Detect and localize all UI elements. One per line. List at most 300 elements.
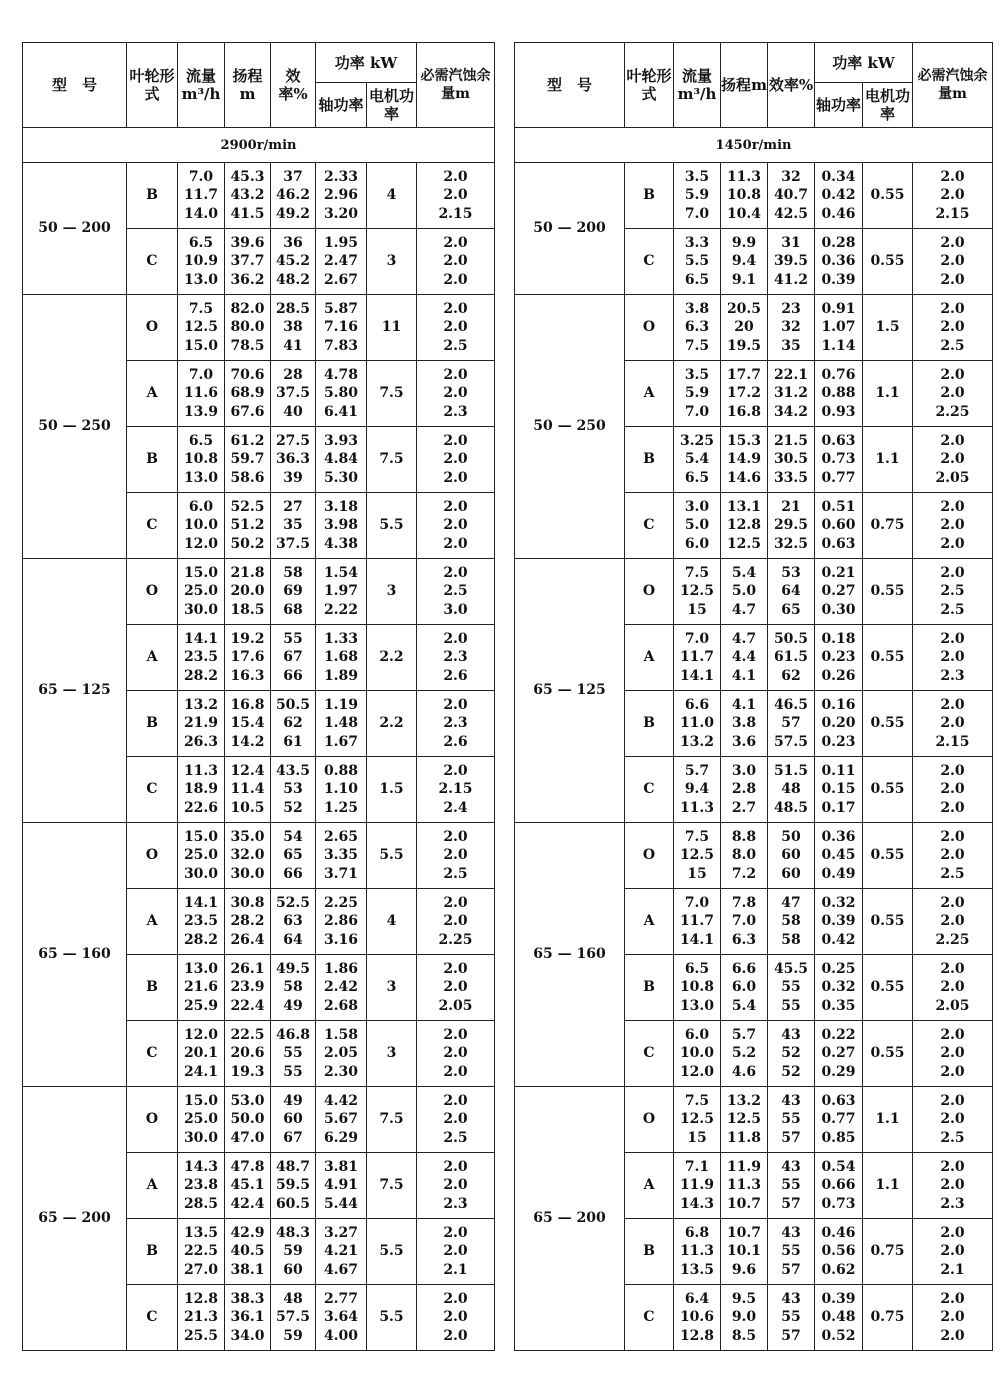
flow-values-line: 7.0: [684, 894, 710, 911]
shaft-power-values: [815, 559, 863, 625]
motor-power-value: 0.75: [863, 493, 913, 559]
flow-values: [178, 757, 225, 823]
npsh-values: [417, 427, 495, 493]
npsh-values-line: 2.25: [438, 931, 473, 948]
efficiency-values-line: 48.2: [275, 271, 311, 288]
head-values: [225, 823, 271, 889]
npsh-header: [913, 43, 993, 128]
shaft-power-values-line: 4.67: [323, 1261, 359, 1278]
flow-values-line: 13.5: [183, 1224, 219, 1241]
head-values-line: 21.8: [230, 564, 265, 581]
efficiency-values: [768, 361, 815, 427]
flow-values-line: 6.4: [684, 1290, 710, 1307]
efficiency-values-line: 23: [781, 300, 801, 317]
shaft-power-values: [815, 295, 863, 361]
npsh-values-line: 2.0: [443, 1026, 468, 1043]
flow-values-line: 7.0: [684, 630, 710, 647]
head-values-line: 26.1: [230, 960, 265, 977]
efficiency-values: [768, 493, 815, 559]
flow-values-line: 12.8: [679, 1327, 715, 1344]
flow-values-line: 13.0: [679, 997, 715, 1014]
impeller-type: A: [127, 361, 178, 427]
npsh-values-line: 2.0: [940, 1063, 965, 1080]
impeller-type-header: [625, 43, 674, 128]
head-values-line: 2.7: [731, 799, 757, 816]
efficiency-values: [768, 427, 815, 493]
npsh-values-line: 2.0: [940, 799, 965, 816]
motor-power-header: [863, 83, 913, 128]
efficiency-values: [271, 361, 316, 427]
head-values-line: 35.0: [230, 828, 265, 845]
head-values: [225, 1153, 271, 1219]
efficiency-values-line: 64: [283, 931, 303, 948]
flow-values-line: 24.1: [183, 1063, 219, 1080]
efficiency-values-line: 55: [283, 1045, 303, 1062]
efficiency-header-text: %: [798, 76, 814, 94]
flow-values-line: 14.1: [183, 894, 219, 911]
head-values-line: 47.0: [230, 1129, 265, 1146]
impeller-type: A: [625, 625, 674, 691]
npsh-values: [913, 229, 993, 295]
efficiency-values-line: 43: [781, 1092, 801, 1109]
shaft-power-values: [815, 757, 863, 823]
efficiency-values-line: 60.5: [275, 1195, 311, 1212]
flow-values-line: 7.5: [188, 300, 214, 317]
flow-values-line: 12.8: [183, 1290, 219, 1307]
shaft-power-values: [316, 889, 367, 955]
npsh-values: [417, 1219, 495, 1285]
head-values: [721, 1087, 768, 1153]
flow-values: [674, 625, 721, 691]
shaft-power-values-line: 4.42: [323, 1092, 359, 1109]
flow-values-line: 14.1: [183, 630, 219, 647]
flow-values-line: 25.0: [183, 583, 219, 600]
npsh-values-line: 2.0: [940, 1026, 965, 1043]
efficiency-values-line: 32: [781, 168, 801, 185]
npsh-values-line: 2.25: [935, 403, 970, 420]
head-values-line: 22.4: [230, 997, 265, 1014]
head-values: [225, 1021, 271, 1087]
efficiency-values: [768, 889, 815, 955]
efficiency-values-line: 63: [283, 913, 303, 930]
npsh-values-line: 2.0: [443, 847, 468, 864]
npsh-values-line: 2.0: [443, 498, 468, 515]
flow-values-line: 13.0: [183, 469, 219, 486]
impeller-type: B: [127, 427, 178, 493]
shaft-power-values: [316, 1219, 367, 1285]
shaft-power-values: [815, 1285, 863, 1351]
efficiency-values-line: 66: [283, 865, 303, 882]
npsh-values-line: 2.0: [443, 253, 468, 270]
head-values: [225, 229, 271, 295]
head-values-line: 70.6: [230, 366, 265, 383]
efficiency-values-line: 66: [283, 667, 303, 684]
npsh-values-line: 2.0: [940, 451, 965, 468]
head-values-line: 6.6: [731, 960, 757, 977]
flow-values-line: 10.0: [183, 517, 219, 534]
impeller-type: A: [625, 361, 674, 427]
head-values: [721, 163, 768, 229]
efficiency-values-line: 41.2: [773, 271, 809, 288]
head-values-line: 2.8: [731, 781, 757, 798]
flow-values-line: 27.0: [183, 1261, 219, 1278]
npsh-values-line: 2.0: [443, 432, 468, 449]
table-row: [23, 823, 495, 889]
shaft-power-values-line: 0.22: [821, 1026, 856, 1043]
shaft-power-values-line: 0.25: [821, 960, 856, 977]
motor-power-value: 1.5: [863, 295, 913, 361]
flow-values-line: 21.6: [183, 979, 219, 996]
head-values-line: 19.3: [230, 1063, 265, 1080]
head-values: [225, 691, 271, 757]
shaft-power-values: [815, 1219, 863, 1285]
motor-power-value: 0.55: [863, 889, 913, 955]
head-values-line: 15.3: [726, 432, 762, 449]
head-values-line: 42.9: [230, 1224, 265, 1241]
shaft-power-values-line: 2.77: [323, 1290, 359, 1307]
npsh-values-line: 2.0: [443, 319, 468, 336]
efficiency-values-line: 58: [283, 979, 303, 996]
flow-values-line: 22.5: [183, 1243, 219, 1260]
shaft-power-values-line: 0.29: [821, 1063, 856, 1080]
shaft-power-values-line: 4.78: [323, 366, 359, 383]
motor-power-value: 5.5: [367, 493, 417, 559]
flow-values: [178, 955, 225, 1021]
flow-values-line: 13.0: [183, 271, 219, 288]
head-values-line: 3.6: [731, 733, 757, 750]
npsh-values-line: 2.0: [940, 271, 965, 288]
flow-values: [178, 229, 225, 295]
shaft-power-values-line: 0.54: [821, 1158, 856, 1175]
shaft-power-header-text: 轴功: [318, 96, 349, 114]
impeller-type: O: [127, 1087, 178, 1153]
shaft-power-values-line: 0.23: [821, 733, 856, 750]
efficiency-values-line: 31.2: [773, 385, 809, 402]
flow-values-line: 7.5: [684, 1092, 710, 1109]
npsh-values-line: 2.0: [940, 366, 965, 383]
motor-power-value: 1.1: [863, 361, 913, 427]
efficiency-values-line: 55: [781, 1111, 801, 1128]
npsh-header-text: 蚀余量: [938, 68, 988, 102]
flow-values: [178, 625, 225, 691]
head-values-line: 30.0: [230, 865, 265, 882]
efficiency-values: [768, 1285, 815, 1351]
head-values-line: 12.8: [726, 517, 762, 534]
npsh-values: [913, 625, 993, 691]
pump-model: 65 — 160: [515, 823, 625, 1087]
efficiency-values-line: 55: [781, 1177, 801, 1194]
shaft-power-values-line: 0.39: [821, 1290, 856, 1307]
motor-power-value: 2.2: [367, 691, 417, 757]
flow-values-line: 11.3: [183, 762, 219, 779]
efficiency-values-line: 57.5: [773, 733, 809, 750]
flow-values-line: 5.9: [684, 187, 710, 204]
efficiency-values: [768, 955, 815, 1021]
flow-values: [178, 1153, 225, 1219]
shaft-power-values-line: 0.63: [821, 432, 856, 449]
shaft-power-values-line: 0.46: [821, 205, 856, 222]
shaft-power-values-line: 0.36: [821, 253, 856, 270]
flow-values-line: 3.8: [684, 300, 710, 317]
shaft-power-values: [815, 625, 863, 691]
efficiency-values-line: 30.5: [773, 451, 809, 468]
motor-power-value: 3: [367, 1021, 417, 1087]
head-values-line: 43.2: [230, 187, 265, 204]
flow-values-line: 12.5: [183, 319, 219, 336]
shaft-power-values-line: 1.54: [323, 564, 359, 581]
head-values: [721, 1285, 768, 1351]
head-values-line: 9.0: [731, 1309, 757, 1326]
head-values-line: 8.5: [731, 1327, 757, 1344]
impeller-type: O: [625, 823, 674, 889]
efficiency-values: [271, 955, 316, 1021]
shaft-power-values: [316, 229, 367, 295]
motor-power-value: 2.2: [367, 625, 417, 691]
shaft-power-values: [815, 1087, 863, 1153]
motor-power-value: 0.75: [863, 1219, 913, 1285]
flow-values-line: 13.2: [183, 696, 219, 713]
head-values: [225, 889, 271, 955]
npsh-values: [417, 625, 495, 691]
head-values-line: 12.5: [726, 535, 762, 552]
shaft-power-values-line: 6.41: [323, 403, 359, 420]
head-header: [225, 43, 271, 128]
efficiency-values-line: 46.5: [773, 696, 809, 713]
npsh-values: [913, 691, 993, 757]
efficiency-values-line: 32: [781, 319, 801, 336]
shaft-power-values-line: 0.88: [821, 385, 856, 402]
shaft-power-values-line: 0.52: [821, 1327, 856, 1344]
flow-values-line: 15.0: [183, 1092, 219, 1109]
shaft-power-values-line: 3.81: [323, 1158, 359, 1175]
flow-values-line: 25.0: [183, 1111, 219, 1128]
flow-values-line: 28.5: [183, 1195, 219, 1212]
efficiency-values-line: 29.5: [773, 517, 809, 534]
shaft-power-values-line: 1.33: [323, 630, 359, 647]
shaft-power-values-line: 1.58: [323, 1026, 359, 1043]
impeller-type: A: [127, 889, 178, 955]
shaft-power-values: [316, 1285, 367, 1351]
efficiency-values: [271, 625, 316, 691]
speed-label: 2900r/min: [23, 128, 495, 163]
head-values-line: 4.4: [731, 649, 757, 666]
motor-power-value: 4: [367, 889, 417, 955]
motor-power-value: 0.55: [863, 625, 913, 691]
efficiency-header-text: 效率: [768, 76, 799, 94]
npsh-values-line: 2.0: [940, 1290, 965, 1307]
pump-model: 65 — 160: [23, 823, 127, 1087]
flow-values: [178, 493, 225, 559]
flow-values: [674, 889, 721, 955]
pump-model: 65 — 125: [515, 559, 625, 823]
impeller-type: O: [625, 1087, 674, 1153]
shaft-power-values-line: 2.47: [323, 253, 359, 270]
shaft-power-header-text: 率: [846, 96, 862, 114]
shaft-power-values-line: 0.76: [821, 366, 856, 383]
shaft-power-values-line: 0.35: [821, 997, 856, 1014]
motor-power-value: 7.5: [367, 361, 417, 427]
efficiency-values-line: 49: [283, 1092, 303, 1109]
shaft-power-values-line: 1.68: [323, 649, 359, 666]
npsh-values-line: 2.0: [940, 1224, 965, 1241]
shaft-power-values: [316, 559, 367, 625]
shaft-power-values-line: 2.05: [323, 1045, 359, 1062]
flow-values-line: 14.3: [183, 1158, 219, 1175]
head-values-line: 6.3: [731, 931, 757, 948]
npsh-values-line: 2.0: [443, 271, 468, 288]
head-values-line: 37.7: [230, 253, 265, 270]
head-values-line: 5.0: [731, 583, 757, 600]
head-values-line: 20.0: [230, 583, 265, 600]
efficiency-values-line: 32.5: [773, 535, 809, 552]
head-values-line: 36.1: [230, 1309, 265, 1326]
table-row: [515, 163, 993, 229]
efficiency-values-line: 33.5: [773, 469, 809, 486]
motor-power-value: 0.55: [863, 757, 913, 823]
impeller-type: A: [625, 1153, 674, 1219]
head-values-line: 11.8: [726, 1129, 762, 1146]
efficiency-values-line: 55: [283, 630, 303, 647]
npsh-values-line: 2.0: [940, 828, 965, 845]
impeller-type: C: [127, 1021, 178, 1087]
shaft-power-values: [316, 427, 367, 493]
shaft-power-values-line: 6.29: [323, 1129, 359, 1146]
head-values-line: 10.5: [230, 799, 265, 816]
shaft-power-values-line: 0.63: [821, 535, 856, 552]
head-values-line: 9.1: [731, 271, 757, 288]
head-header-text: 扬程: [232, 67, 263, 85]
npsh-values-line: 3.0: [443, 601, 468, 618]
head-values-line: 12.4: [230, 762, 265, 779]
npsh-values: [913, 493, 993, 559]
shaft-power-values: [815, 493, 863, 559]
impeller-type: A: [625, 889, 674, 955]
npsh-values-line: 2.15: [935, 205, 970, 222]
flow-values-line: 6.3: [684, 319, 710, 336]
efficiency-values-line: 46.8: [275, 1026, 311, 1043]
efficiency-values-line: 37: [283, 168, 303, 185]
flow-values-line: 14.1: [679, 667, 715, 684]
efficiency-values-line: 61: [283, 733, 303, 750]
flow-values-line: 12.5: [679, 583, 715, 600]
npsh-values-line: 2.0: [443, 1111, 468, 1128]
npsh-values: [417, 361, 495, 427]
efficiency-values-line: 52.5: [275, 894, 311, 911]
flow-values-line: 7.1: [684, 1158, 710, 1175]
shaft-power-values-line: 2.42: [323, 979, 359, 996]
efficiency-values-line: 52: [781, 1045, 801, 1062]
flow-values-line: 20.1: [183, 1045, 219, 1062]
npsh-values: [913, 823, 993, 889]
efficiency-values-line: 36: [283, 234, 303, 251]
efficiency-values-line: 57: [781, 1327, 801, 1344]
efficiency-values-line: 43.5: [275, 762, 311, 779]
npsh-values-line: 2.0: [443, 1045, 468, 1062]
flow-values: [674, 1285, 721, 1351]
table-row: [23, 1087, 495, 1153]
npsh-values-line: 2.0: [940, 319, 965, 336]
shaft-power-values-line: 3.18: [323, 498, 359, 515]
flow-values-line: 12.0: [679, 1063, 715, 1080]
flow-values: [178, 559, 225, 625]
head-values: [721, 559, 768, 625]
model-header: [23, 43, 127, 128]
efficiency-values-line: 57: [781, 1129, 801, 1146]
npsh-values-line: 2.0: [443, 300, 468, 317]
flow-values-line: 6.5: [188, 234, 214, 251]
head-values-line: 20: [734, 319, 754, 336]
efficiency-values-line: 55: [781, 997, 801, 1014]
shaft-power-values-line: 2.86: [323, 913, 359, 930]
head-header-text: m: [239, 85, 256, 103]
motor-power-value: 5.5: [367, 823, 417, 889]
head-values-line: 36.2: [230, 271, 265, 288]
npsh-values-line: 2.0: [940, 1177, 965, 1194]
table-row: [515, 823, 993, 889]
head-values-line: 8.8: [731, 828, 757, 845]
motor-power-value: 1.1: [863, 1087, 913, 1153]
efficiency-values-line: 48.5: [773, 799, 809, 816]
flow-header-text: 流量: [185, 67, 216, 85]
head-values-line: 52.5: [230, 498, 265, 515]
shaft-power-values-line: 0.39: [821, 913, 856, 930]
shaft-power-values: [316, 1021, 367, 1087]
pump-model: 50 — 250: [23, 295, 127, 559]
shaft-power-values-line: 0.32: [821, 894, 856, 911]
flow-values-line: 10.9: [183, 253, 219, 270]
efficiency-values-line: 40.7: [773, 187, 809, 204]
motor-power-value: 5.5: [367, 1219, 417, 1285]
efficiency-values-line: 46.2: [275, 187, 311, 204]
npsh-values: [417, 757, 495, 823]
shaft-power-values: [316, 361, 367, 427]
npsh-values-line: 2.0: [940, 1327, 965, 1344]
flow-values: [674, 229, 721, 295]
impeller-type: B: [127, 1219, 178, 1285]
efficiency-values: [768, 1219, 815, 1285]
efficiency-values-line: 39.5: [773, 253, 809, 270]
flow-values-line: 6.5: [684, 469, 710, 486]
efficiency-values-line: 50: [781, 828, 801, 845]
head-values-line: 80.0: [230, 319, 265, 336]
motor-power-value: 3: [367, 229, 417, 295]
head-values-line: 26.4: [230, 931, 265, 948]
efficiency-values: [271, 1153, 316, 1219]
npsh-values: [417, 229, 495, 295]
npsh-values-line: 2.0: [443, 1243, 468, 1260]
efficiency-values-line: 67: [283, 1129, 303, 1146]
head-values: [721, 889, 768, 955]
efficiency-values-line: 35: [283, 517, 303, 534]
shaft-power-values-line: 0.21: [821, 564, 856, 581]
head-values-line: 16.3: [230, 667, 265, 684]
pump-model: 65 — 200: [23, 1087, 127, 1351]
head-values-line: 28.2: [230, 913, 265, 930]
impeller-type: B: [625, 163, 674, 229]
npsh-values: [417, 163, 495, 229]
npsh-values-line: 2.0: [443, 1158, 468, 1175]
shaft-power-values-line: 3.64: [323, 1309, 359, 1326]
impeller-type: B: [127, 955, 178, 1021]
shaft-power-values-line: 0.73: [821, 451, 856, 468]
shaft-power-values-line: 0.62: [821, 1261, 856, 1278]
shaft-power-values: [316, 163, 367, 229]
head-values-line: 30.8: [230, 894, 265, 911]
shaft-power-values-line: 0.85: [821, 1129, 856, 1146]
npsh-values: [417, 559, 495, 625]
flow-values-line: 13.9: [183, 403, 219, 420]
efficiency-values-line: 35: [781, 337, 801, 354]
